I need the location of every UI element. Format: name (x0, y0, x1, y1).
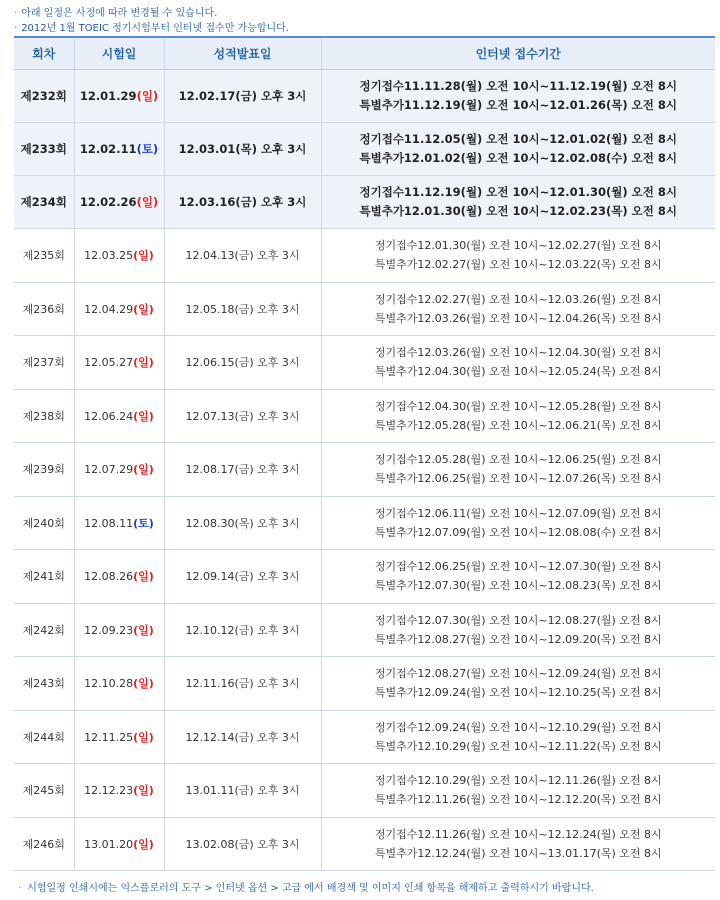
registration-period-cell (321, 282, 715, 336)
table-row (14, 443, 715, 497)
regular-registration: 정기접수11.12.05(월) 오전 10시~12.01.02(월) 오전 8시 (359, 132, 677, 146)
exam-date: 12.03.25 (84, 249, 134, 263)
exam-date: 12.06.24 (84, 409, 134, 423)
registration-periods (360, 130, 677, 168)
registration-period-cell (321, 550, 715, 604)
round-cell: 제243회 (14, 657, 74, 711)
result-date-cell: 12.05.18(금) 오후 3시 (164, 282, 321, 336)
result-date-cell: 12.02.17(금) 오후 3시 (164, 70, 321, 123)
result-date-cell: 12.03.16(금) 오후 3시 (164, 176, 321, 229)
regular-registration: 정기접수11.11.28(월) 오전 10시~11.12.19(월) 오전 8시 (359, 79, 677, 93)
result-date-cell: 12.08.17(금) 오후 3시 (164, 443, 321, 497)
exam-date-cell (74, 123, 164, 176)
table-row (14, 282, 715, 336)
exam-date: 12.04.29 (84, 302, 134, 316)
exam-weekday: (일) (136, 89, 159, 103)
registration-period-cell (321, 817, 715, 871)
result-date-cell: 12.03.01(목) 오후 3시 (164, 123, 321, 176)
special-registration: 특별추가12.03.26(월) 오전 10시~12.04.26(목) 오전 8시 (374, 311, 662, 325)
table-row (14, 764, 715, 818)
header-registration-period: 인터넷 접수기간 (321, 37, 715, 70)
special-registration: 특별추가12.07.09(월) 오전 10시~12.08.08(수) 오전 8시 (374, 525, 662, 539)
result-date-cell: 13.01.11(금) 오후 3시 (164, 764, 321, 818)
header-result-date: 성적발표일 (164, 37, 321, 70)
result-date-cell: 12.08.30(목) 오후 3시 (164, 496, 321, 550)
table-header-row (14, 37, 715, 70)
special-registration: 특별추가12.10.29(월) 오전 10시~12.11.22(목) 오전 8시 (374, 739, 662, 753)
registration-periods (375, 290, 662, 328)
regular-registration: 정기접수12.08.27(월) 오전 10시~12.09.24(월) 오전 8시 (374, 667, 662, 681)
table-row (14, 817, 715, 871)
table-row (14, 710, 715, 764)
table-row (14, 496, 715, 550)
special-registration: 특별추가12.04.30(월) 오전 10시~12.05.24(목) 오전 8시 (374, 365, 662, 379)
registration-periods (375, 771, 662, 809)
round-cell: 제237회 (14, 336, 74, 390)
special-registration: 특별추가12.02.27(월) 오전 10시~12.03.22(목) 오전 8시 (374, 258, 662, 272)
table-row (14, 176, 715, 229)
table-row (14, 389, 715, 443)
exam-weekday: (일) (133, 249, 154, 263)
round-cell: 제236회 (14, 282, 74, 336)
result-date-cell: 12.04.13(금) 오후 3시 (164, 229, 321, 283)
special-registration: 특별추가12.01.30(월) 오전 10시~12.02.23(목) 오전 8시 (359, 204, 677, 218)
round-cell: 제232회 (14, 70, 74, 123)
exam-weekday: (토) (133, 516, 154, 530)
table-row (14, 657, 715, 711)
exam-date: 13.01.20 (84, 837, 134, 851)
round-cell: 제235회 (14, 229, 74, 283)
registration-periods (360, 183, 677, 221)
result-date-cell: 12.12.14(금) 오후 3시 (164, 710, 321, 764)
table-row (14, 70, 715, 123)
exam-date: 12.09.23 (84, 623, 134, 637)
regular-registration: 정기접수12.03.26(월) 오전 10시~12.04.30(월) 오전 8시 (374, 346, 662, 360)
exam-date: 12.02.11 (79, 142, 137, 156)
registration-periods (375, 718, 662, 756)
special-registration: 특별추가12.08.27(월) 오전 10시~12.09.20(목) 오전 8시 (374, 632, 662, 646)
registration-period-cell (321, 710, 715, 764)
header-exam-date: 시험일 (74, 37, 164, 70)
table-row (14, 550, 715, 604)
round-cell: 제239회 (14, 443, 74, 497)
regular-registration: 정기접수12.09.24(월) 오전 10시~12.10.29(월) 오전 8시 (374, 720, 662, 734)
round-cell: 제245회 (14, 764, 74, 818)
registration-periods (375, 504, 662, 542)
registration-period-cell (321, 176, 715, 229)
round-cell: 제246회 (14, 817, 74, 871)
round-cell: 제241회 (14, 550, 74, 604)
notice-list (0, 0, 720, 36)
exam-date: 12.10.28 (84, 677, 134, 691)
table-row (14, 123, 715, 176)
bullet-icon: · (14, 23, 18, 34)
special-registration: 특별추가12.05.28(월) 오전 10시~12.06.21(목) 오전 8시 (374, 418, 662, 432)
registration-periods (375, 397, 662, 435)
exam-weekday: (일) (133, 570, 154, 584)
exam-date-cell (74, 496, 164, 550)
result-date-cell: 12.07.13(금) 오후 3시 (164, 389, 321, 443)
registration-period-cell (321, 764, 715, 818)
exam-date: 12.01.29 (79, 89, 137, 103)
regular-registration: 정기접수12.11.26(월) 오전 10시~12.12.24(월) 오전 8시 (374, 827, 662, 841)
special-registration: 특별추가12.09.24(월) 오전 10시~12.10.25(목) 오전 8시 (374, 686, 662, 700)
regular-registration: 정기접수12.10.29(월) 오전 10시~12.11.26(월) 오전 8시 (374, 774, 662, 788)
round-cell: 제244회 (14, 710, 74, 764)
result-date-cell: 13.02.08(금) 오후 3시 (164, 817, 321, 871)
regular-registration: 정기접수12.02.27(월) 오전 10시~12.03.26(월) 오전 8시 (374, 292, 662, 306)
registration-periods (375, 450, 662, 488)
registration-period-cell (321, 229, 715, 283)
registration-period-cell (321, 496, 715, 550)
exam-date-cell (74, 282, 164, 336)
exam-date-cell (74, 710, 164, 764)
registration-period-cell (321, 123, 715, 176)
registration-periods (375, 343, 662, 381)
exam-weekday: (일) (136, 195, 159, 209)
exam-weekday: (일) (133, 677, 154, 691)
exam-date-cell (74, 176, 164, 229)
result-date-cell: 12.10.12(금) 오후 3시 (164, 603, 321, 657)
exam-date-cell (74, 443, 164, 497)
registration-period-cell (321, 70, 715, 123)
exam-weekday: (일) (133, 302, 154, 316)
round-cell: 제234회 (14, 176, 74, 229)
round-cell: 제242회 (14, 603, 74, 657)
exam-weekday: (일) (133, 409, 154, 423)
exam-date-cell (74, 657, 164, 711)
special-registration: 특별추가12.01.02(월) 오전 10시~12.02.08(수) 오전 8시 (359, 151, 677, 165)
registration-period-cell (321, 389, 715, 443)
schedule-body (14, 70, 715, 871)
exam-date: 12.02.26 (79, 195, 137, 209)
round-cell: 제233회 (14, 123, 74, 176)
registration-periods (375, 825, 662, 863)
round-cell: 제240회 (14, 496, 74, 550)
table-row (14, 603, 715, 657)
exam-weekday: (일) (133, 623, 154, 637)
registration-periods (360, 77, 677, 115)
exam-weekday: (일) (133, 730, 154, 744)
exam-date: 12.08.26 (84, 570, 134, 584)
regular-registration: 정기접수11.12.19(월) 오전 10시~12.01.30(월) 오전 8시 (359, 185, 677, 199)
registration-periods (375, 236, 662, 274)
regular-registration: 정기접수12.05.28(월) 오전 10시~12.06.25(월) 오전 8시 (374, 453, 662, 467)
result-date-cell: 12.11.16(금) 오후 3시 (164, 657, 321, 711)
special-registration: 특별추가12.12.24(월) 오전 10시~13.01.17(목) 오전 8시 (374, 846, 662, 860)
regular-registration: 정기접수12.04.30(월) 오전 10시~12.05.28(월) 오전 8시 (374, 399, 662, 413)
regular-registration: 정기접수12.06.25(월) 오전 10시~12.07.30(월) 오전 8시 (374, 560, 662, 574)
exam-date-cell (74, 603, 164, 657)
registration-period-cell (321, 443, 715, 497)
exam-date-cell (74, 336, 164, 390)
print-notice: · 시험일정 인쇄시에는 익스플로러의 도구 > 인터넷 옵션 > 고급 에서 배경색 및 이미지 인쇄 항목을 해제하고 출력하시기 바랍니다. (18, 883, 594, 894)
registration-period-cell (321, 336, 715, 390)
exam-weekday: (일) (133, 837, 154, 851)
header-round: 회차 (14, 37, 74, 70)
bullet-icon: · (18, 883, 22, 894)
exam-weekday: (일) (133, 784, 154, 798)
registration-periods (375, 664, 662, 702)
exam-date: 12.12.23 (84, 784, 134, 798)
regular-registration: 정기접수12.07.30(월) 오전 10시~12.08.27(월) 오전 8시 (374, 613, 662, 627)
notice-item: · 아래 일정은 사정에 따라 변경될 수 있습니다. (14, 8, 218, 19)
registration-period-cell (321, 603, 715, 657)
exam-date: 12.11.25 (84, 730, 134, 744)
registration-period-cell (321, 657, 715, 711)
special-registration: 특별추가12.11.26(월) 오전 10시~12.12.20(목) 오전 8시 (374, 793, 662, 807)
exam-weekday: (일) (133, 463, 154, 477)
result-date-cell: 12.09.14(금) 오후 3시 (164, 550, 321, 604)
exam-date: 12.07.29 (84, 463, 134, 477)
bullet-icon: · (14, 8, 18, 19)
exam-date-cell (74, 817, 164, 871)
exam-date-cell (74, 229, 164, 283)
special-registration: 특별추가12.07.30(월) 오전 10시~12.08.23(목) 오전 8시 (374, 579, 662, 593)
exam-schedule-table (14, 36, 715, 871)
exam-date-cell (74, 764, 164, 818)
notice-item: · 2012년 1월 TOEIC 정기시험부터 인터넷 접수만 가능합니다. (14, 23, 290, 34)
exam-date-cell (74, 550, 164, 604)
exam-date-cell (74, 389, 164, 443)
registration-periods (375, 611, 662, 649)
exam-date: 12.05.27 (84, 356, 134, 370)
table-row (14, 336, 715, 390)
special-registration: 특별추가12.06.25(월) 오전 10시~12.07.26(목) 오전 8시 (374, 472, 662, 486)
exam-weekday: (토) (136, 142, 159, 156)
exam-weekday: (일) (133, 356, 154, 370)
table-row (14, 229, 715, 283)
exam-date-cell (74, 70, 164, 123)
regular-registration: 정기접수12.01.30(월) 오전 10시~12.02.27(월) 오전 8시 (374, 239, 662, 253)
result-date-cell: 12.06.15(금) 오후 3시 (164, 336, 321, 390)
registration-periods (375, 557, 662, 595)
exam-date: 12.08.11 (84, 516, 134, 530)
special-registration: 특별추가11.12.19(월) 오전 10시~12.01.26(목) 오전 8시 (359, 98, 677, 112)
round-cell: 제238회 (14, 389, 74, 443)
regular-registration: 정기접수12.06.11(월) 오전 10시~12.07.09(월) 오전 8시 (374, 506, 662, 520)
